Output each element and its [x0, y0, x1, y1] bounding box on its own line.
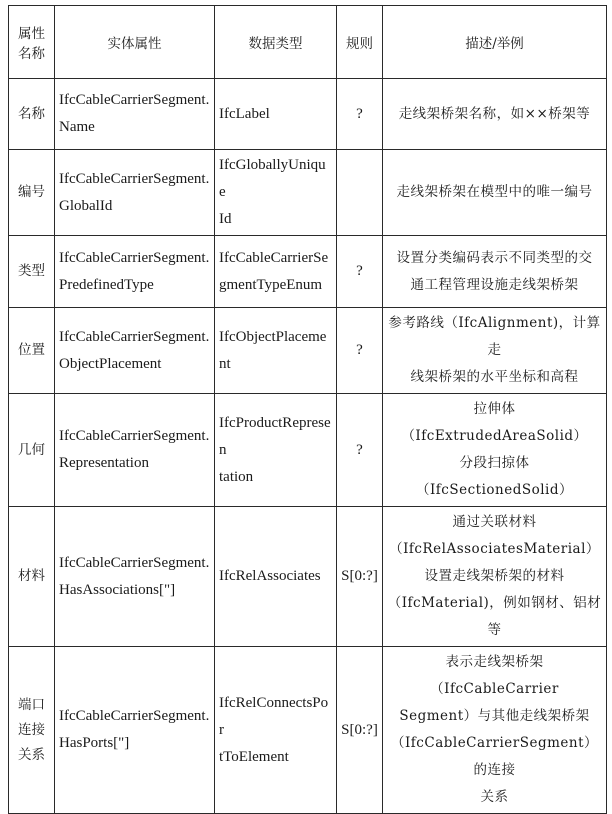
property-table: [8, 5, 607, 814]
row-entity-attribute: IfcCableCarrierSegment. Representation: [55, 394, 215, 507]
row-rule: S[0:?]: [337, 647, 383, 814]
row-rule: S[0:?]: [337, 507, 383, 647]
table-row: [9, 394, 607, 507]
table-row: [9, 236, 607, 308]
header-attribute-name: 属性 名称: [9, 6, 55, 79]
table-row: [9, 647, 607, 814]
row-description: 拉伸体（IfcExtrudedAreaSolid） 分段扫掠体（IfcSectionedSolid）: [383, 394, 607, 507]
header-description: 描述/举例: [383, 6, 607, 79]
row-name: 几何: [9, 394, 55, 507]
row-name: 材料: [9, 507, 55, 647]
row-rule: ?: [337, 394, 383, 507]
row-entity-attribute: IfcCableCarrierSegment. GlobalId: [55, 150, 215, 236]
header-rule: 规则: [337, 6, 383, 79]
row-rule: ?: [337, 308, 383, 394]
row-description: 表示走线架桥架（IfcCableCarrier Segment）与其他走线架桥架 （IfcCableCarrierSegment）的连接 关系: [383, 647, 607, 814]
row-description: 走线架桥架在模型中的唯一编号: [383, 150, 607, 236]
row-rule: ?: [337, 79, 383, 150]
table-row: [9, 150, 607, 236]
header-data-type: 数据类型: [215, 6, 337, 79]
row-data-type: IfcRelConnectsPor tToElement: [215, 647, 337, 814]
row-entity-attribute: IfcCableCarrierSegment. HasPorts["]: [55, 647, 215, 814]
row-name: 编号: [9, 150, 55, 236]
row-name: 名称: [9, 79, 55, 150]
row-rule: [337, 150, 383, 236]
row-name: 端口 连接 关系: [9, 647, 55, 814]
row-entity-attribute: IfcCableCarrierSegment. PredefinedType: [55, 236, 215, 308]
row-entity-attribute: IfcCableCarrierSegment. ObjectPlacement: [55, 308, 215, 394]
row-data-type: IfcGloballyUnique Id: [215, 150, 337, 236]
row-entity-attribute: IfcCableCarrierSegment. Name: [55, 79, 215, 150]
row-data-type: IfcObjectPlaceme nt: [215, 308, 337, 394]
row-data-type: IfcProductRepresen tation: [215, 394, 337, 507]
row-data-type: IfcCableCarrierSe gmentTypeEnum: [215, 236, 337, 308]
row-name: 类型: [9, 236, 55, 308]
row-entity-attribute: IfcCableCarrierSegment. HasAssociations["]: [55, 507, 215, 647]
row-name: 位置: [9, 308, 55, 394]
table-header-row: [9, 6, 607, 79]
row-description: 通过关联材料 （IfcRelAssociatesMaterial） 设置走线架桥架的材料 （IfcMaterial)，例如钢材、铝材等: [383, 507, 607, 647]
row-description: 设置分类编码表示不同类型的交 通工程管理设施走线架桥架: [383, 236, 607, 308]
table-row: [9, 79, 607, 150]
header-entity-attribute: 实体属性: [55, 6, 215, 79]
table-row: [9, 507, 607, 647]
row-rule: ?: [337, 236, 383, 308]
row-data-type: IfcRelAssociates: [215, 507, 337, 647]
table-row: [9, 308, 607, 394]
row-description: 走线架桥架名称，如××桥架等: [383, 79, 607, 150]
row-description: 参考路线（IfcAlignment)，计算走 线架桥架的水平坐标和高程: [383, 308, 607, 394]
row-data-type: IfcLabel: [215, 79, 337, 150]
